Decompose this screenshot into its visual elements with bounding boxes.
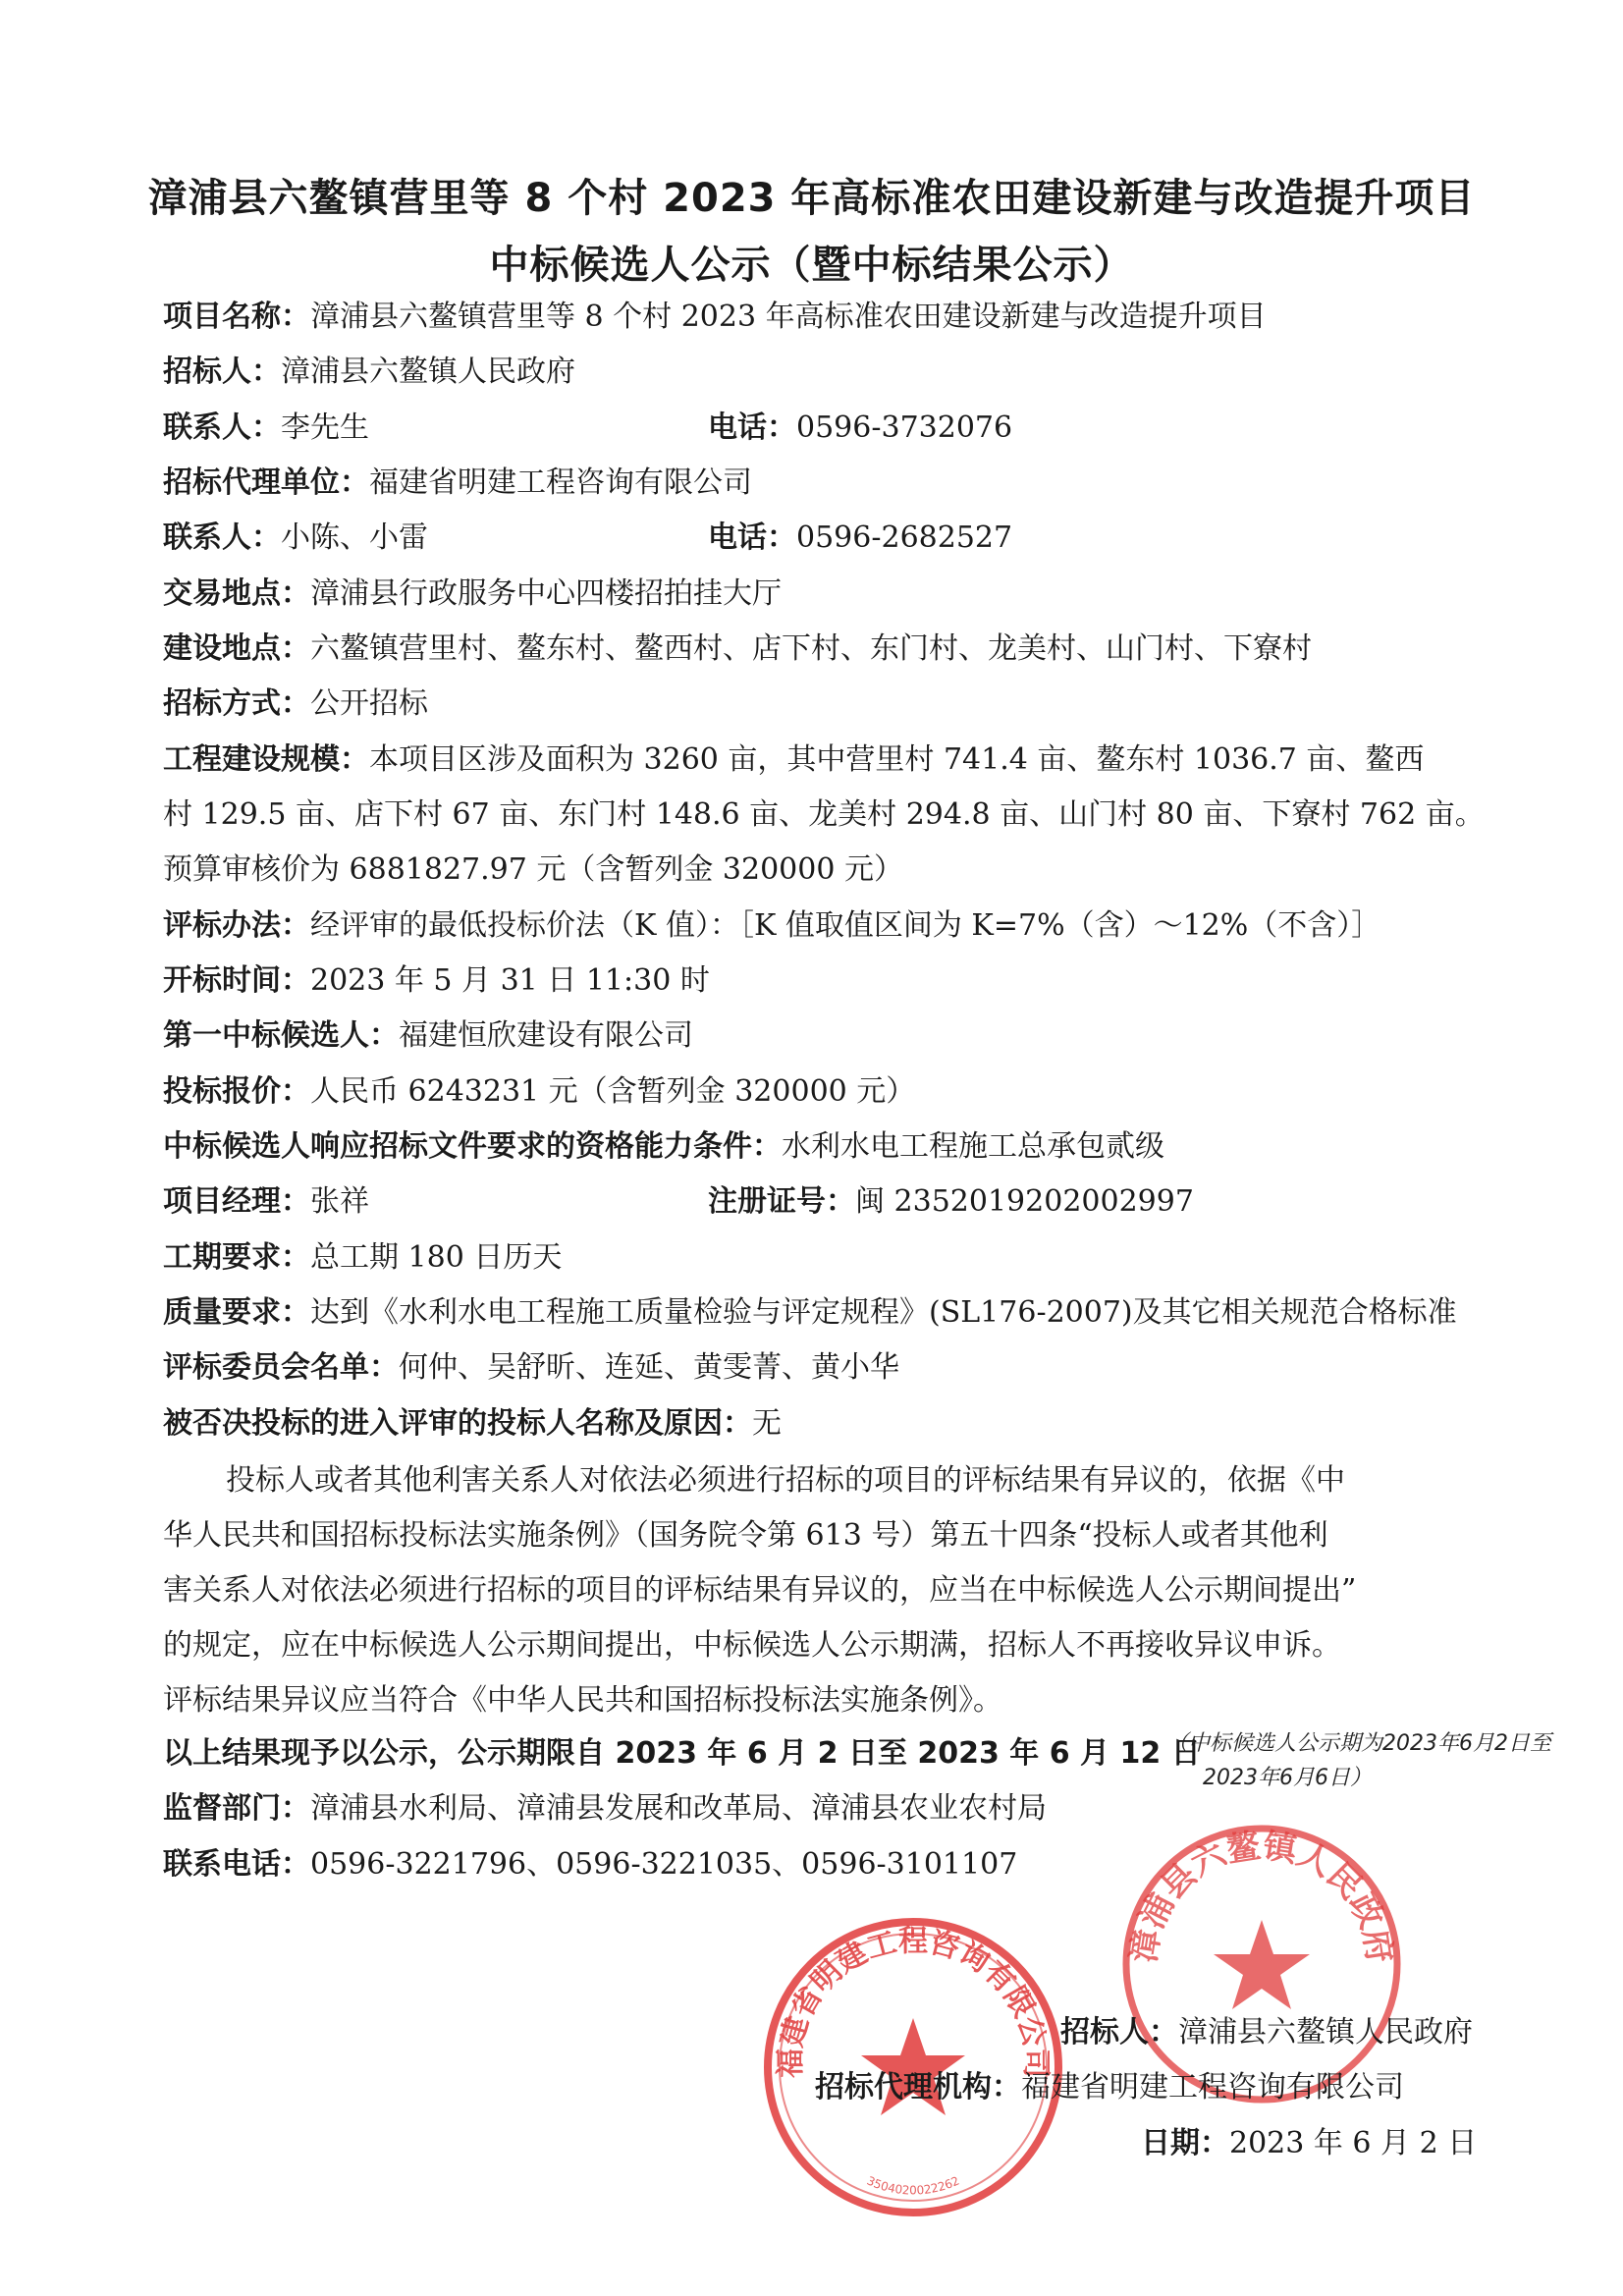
title-line-2: 中标候选人公示（暨中标结果公示） [489, 243, 1134, 288]
agency-label: 招标代理单位： [163, 465, 369, 500]
agency-seal-code: 3504020022262 [864, 2173, 962, 2198]
paragraph-line-3: 害关系人对依法必须进行招标的项目的评标结果有异议的，应当在中标候选人公示期间提出” [163, 1573, 1357, 1608]
duration-value: 总工期 180 日历天 [310, 1240, 563, 1275]
first-candidate-label: 第一中标候选人： [163, 1018, 399, 1053]
contact1-phone [708, 409, 1012, 448]
contact2-phone-label: 电话： [708, 520, 796, 555]
project-name-value: 漳浦县六鳌镇营里等 8 个村 2023 年高标准农田建设新建与改造提升项目 [310, 300, 1267, 334]
signature-tenderer-label: 招标人： [1060, 2015, 1178, 2050]
manager-label: 项目经理： [163, 1184, 310, 1219]
hotline-value: 0596-3221796、0596-3221035、0596-3101107 [310, 1847, 1018, 1882]
opening-value: 2023 年 5 月 31 日 11:30 时 [310, 963, 710, 998]
venue-row [163, 574, 782, 614]
government-seal-text: 漳浦县六鳌镇人民政府 [1124, 1826, 1399, 1966]
committee-value: 何仲、吴舒昕、连延、黄雯菁、黄小华 [399, 1350, 899, 1385]
hotline-label: 联系电话： [163, 1847, 310, 1882]
tenderer-label: 招标人： [163, 355, 281, 389]
tenderer-value: 漳浦县六鳌镇人民政府 [281, 355, 575, 389]
manager-row [163, 1182, 1194, 1222]
paragraph-line-1: 投标人或者其他利害关系人对依法必须进行招标的项目的评标结果有异议的，依据《中 [226, 1463, 1345, 1498]
quality-row [163, 1293, 1457, 1333]
bid-price-label: 投标报价： [163, 1074, 310, 1109]
manager-cert-value: 闽 2352019202002997 [855, 1184, 1194, 1219]
method-row [163, 684, 428, 724]
signature-agency [815, 2068, 1404, 2107]
tenderer-row [163, 353, 575, 392]
committee-row [163, 1348, 899, 1388]
evaluation-row [163, 906, 1380, 946]
signature-tenderer [1060, 2013, 1473, 2052]
supervision-label: 监督部门： [163, 1791, 310, 1826]
scale-label: 工程建设规模： [163, 742, 369, 777]
opening-label: 开标时间： [163, 963, 310, 998]
hotline-row [163, 1845, 1017, 1885]
agency-seal [756, 1910, 1070, 2224]
paragraph-line-4: 的规定，应在中标候选人公示期间提出，中标候选人公示期满，招标人不再接收异议申诉。 [163, 1628, 1341, 1663]
signature-agency-value: 福建省明建工程咨询有限公司 [1021, 2070, 1404, 2105]
contact1-label: 联系人： [163, 410, 281, 445]
handwritten-note-line-1: （中标候选人公示期为2023年6月2日至 [1166, 1731, 1551, 1756]
site-label: 建设地点： [163, 631, 310, 666]
agency-value: 福建省明建工程咨询有限公司 [369, 465, 752, 500]
handwritten-note-line-2: 2023年6月6日） [1203, 1766, 1372, 1790]
paragraph-line-2: 华人民共和国招标投标法实施条例》（国务院令第 613 号）第五十四条“投标人或者其他利 [163, 1518, 1328, 1553]
contact2-label: 联系人： [163, 520, 281, 555]
rejected-value: 无 [752, 1406, 782, 1441]
objection-paragraph [163, 1453, 1488, 1728]
contact2-phone-value: 0596-2682527 [796, 520, 1013, 555]
contact2-phone [708, 519, 1012, 558]
qualification-label: 中标候选人响应招标文件要求的资格能力条件： [163, 1129, 782, 1164]
site-value: 六鳌镇营里村、鳌东村、鳌西村、店下村、东门村、龙美村、山门村、下寮村 [310, 631, 1312, 666]
scale-line-1: 本项目区涉及面积为 3260 亩，其中营里村 741.4 亩、鳌东村 1036.7 亩、鳌西 [369, 742, 1425, 777]
method-value: 公开招标 [310, 686, 428, 721]
signature-date [1141, 2124, 1477, 2163]
supervision-value: 漳浦县水利局、漳浦县发展和改革局、漳浦县农业农村局 [310, 1791, 1047, 1826]
committee-label: 评标委员会名单： [163, 1350, 399, 1385]
manager-cert [708, 1182, 1194, 1222]
contact1-phone-value: 0596-3732076 [796, 410, 1013, 445]
duration-row [163, 1238, 562, 1278]
signature-agency-label: 招标代理机构： [815, 2070, 1021, 2105]
evaluation-value: 经评审的最低投标价法（K 值）：［K 值取值区间为 K=7%（含）～12%（不含）］ [310, 908, 1381, 943]
bid-price-value: 人民币 6243231 元（含暂列金 320000 元） [310, 1074, 916, 1109]
paragraph-line-5: 评标结果异议应当符合《中华人民共和国招标投标法实施条例》。 [163, 1683, 1002, 1718]
svg-text:3504020022262 [865, 2173, 962, 2197]
rejected-label: 被否决投标的进入评审的投标人名称及原因： [163, 1406, 752, 1441]
title-line-1: 漳浦县六鳌镇营里等 8 个村 2023 年高标准农田建设新建与改造提升项目 [147, 176, 1476, 221]
duration-label: 工期要求： [163, 1240, 310, 1275]
manager-cert-label: 注册证号： [708, 1184, 855, 1219]
contact1-row [163, 409, 1013, 448]
rejected-row [163, 1404, 782, 1444]
supervision-row [163, 1789, 1047, 1829]
opening-row [163, 961, 710, 1001]
project-name-label: 项目名称： [163, 300, 310, 334]
publicity-period: 以上结果现予以公示，公示期限自 2023 年 6 月 2 日至 2023 年 6 月 12 日 [163, 1736, 1201, 1771]
manager-value: 张祥 [310, 1184, 369, 1219]
project-name-row [163, 298, 1267, 337]
bid-price-row [163, 1072, 915, 1112]
contact2-row [163, 519, 1013, 558]
first-candidate-row [163, 1016, 693, 1056]
qualification-value: 水利水电工程施工总承包贰级 [782, 1129, 1164, 1164]
first-candidate-value: 福建恒欣建设有限公司 [399, 1018, 693, 1053]
contact2-value: 小陈、小雷 [281, 520, 428, 555]
signature-tenderer-value: 漳浦县六鳌镇人民政府 [1178, 2015, 1473, 2050]
scale-line-3: 预算审核价为 6881827.97 元（含暂列金 320000 元） [163, 852, 903, 887]
signature-date-label: 日期： [1141, 2126, 1229, 2160]
signature-date-value: 2023 年 6 月 2 日 [1229, 2126, 1478, 2160]
agency-seal-text: 福建省明建工程咨询有限公司 [773, 1924, 1054, 2078]
venue-label: 交易地点： [163, 576, 310, 611]
contact1-phone-label: 电话： [708, 410, 796, 445]
scale-row [163, 740, 1424, 780]
agency-row [163, 464, 752, 503]
qualification-row [163, 1127, 1164, 1167]
government-seal [1114, 1817, 1409, 2111]
evaluation-label: 评标办法： [163, 908, 310, 943]
venue-value: 漳浦县行政服务中心四楼招拍挂大厅 [310, 576, 782, 611]
quality-label: 质量要求： [163, 1295, 310, 1330]
scale-line-2: 村 129.5 亩、店下村 67 亩、东门村 148.6 亩、龙美村 294.8 亩、山门村 80 亩、下寮村 762 亩。 [163, 797, 1485, 832]
method-label: 招标方式： [163, 686, 310, 721]
contact1-value: 李先生 [281, 410, 369, 445]
site-row [163, 629, 1312, 669]
quality-value: 达到《水利水电工程施工质量检验与评定规程》(SL176-2007)及其它相关规范合格标准 [310, 1295, 1457, 1330]
